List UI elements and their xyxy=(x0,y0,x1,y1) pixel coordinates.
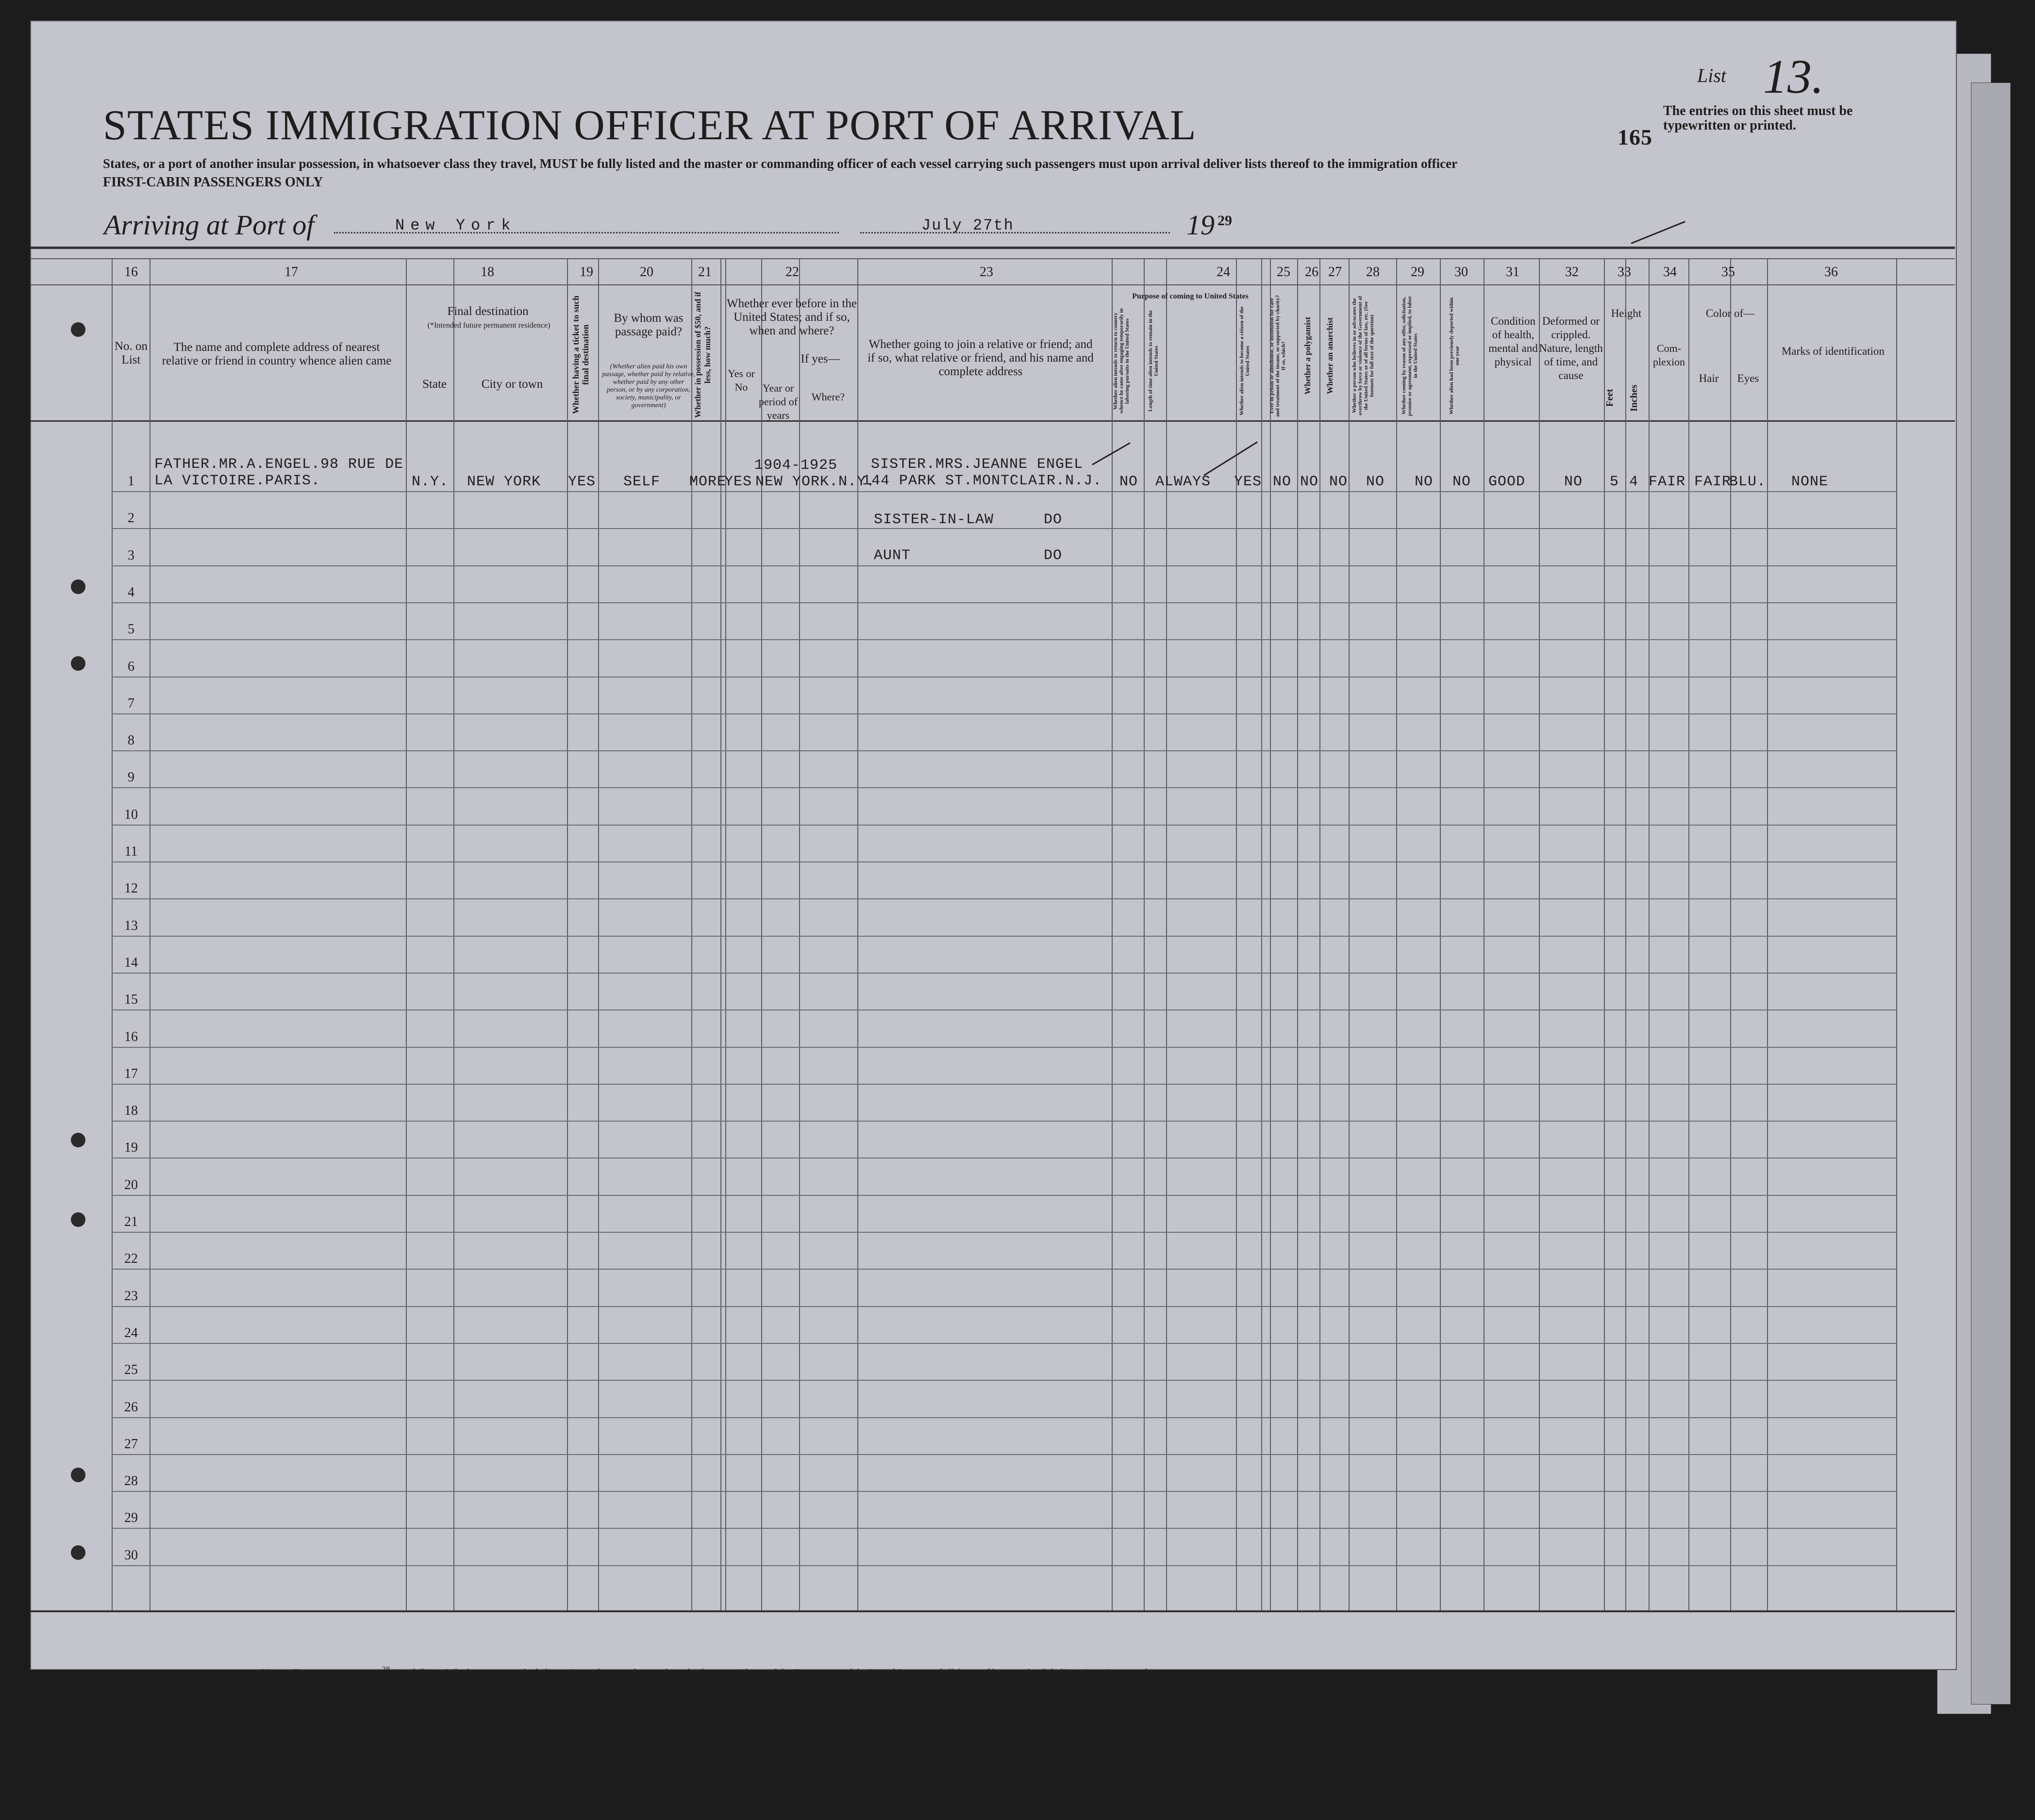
typewritten-instructions: The entries on this sheet must be typewritten or printed. xyxy=(1663,103,1853,133)
header-yes-no: Yes or No xyxy=(728,367,755,393)
row-rule xyxy=(112,750,1896,751)
col-num: 24 xyxy=(1217,265,1230,280)
cell-relative: LA VICTOIRE.PARIS. xyxy=(154,473,321,489)
row-number: 19 xyxy=(124,1140,138,1155)
cell-anarchist: NO xyxy=(1329,474,1348,490)
header-ticket: Whether having a ticket to such final destination xyxy=(571,295,590,414)
header-hair: Hair xyxy=(1699,372,1719,384)
col-num: 27 xyxy=(1328,265,1342,280)
row-number: 22 xyxy=(124,1251,138,1266)
list-label: List xyxy=(1697,65,1727,86)
header-bottom-rule xyxy=(30,420,1955,422)
column-divider xyxy=(1396,259,1397,1610)
header-passage-paid: By whom was passage paid? xyxy=(614,312,684,338)
cell-where: NEW YORK.N.Y. xyxy=(755,474,876,490)
col-num: 18 xyxy=(481,265,494,280)
column-divider xyxy=(1539,259,1540,1610)
row-number: 24 xyxy=(124,1325,138,1340)
row-number: 8 xyxy=(128,733,134,748)
row-number: 5 xyxy=(128,622,134,637)
header-where: Where? xyxy=(811,391,845,403)
list-number: 13. xyxy=(1763,50,1824,103)
col-num: 16 xyxy=(124,265,138,280)
col-num: 35 xyxy=(1721,265,1735,280)
header-anarchist: Whether an anarchist xyxy=(1325,317,1334,395)
column-divider xyxy=(1236,259,1237,1610)
cell-period: 1904-1925 xyxy=(754,457,838,474)
col-num: 33 xyxy=(1618,265,1631,280)
cell-city: NEW YORK xyxy=(467,474,541,490)
cell-ever-before: YES xyxy=(724,474,752,490)
column-number-rule xyxy=(30,284,1955,285)
cell-eyes: BLU. xyxy=(1729,474,1767,490)
column-divider xyxy=(1649,259,1650,1610)
cell-deformed: NO xyxy=(1564,474,1583,490)
col-num: 34 xyxy=(1663,265,1677,280)
row-number: 29 xyxy=(124,1510,138,1525)
row-rule xyxy=(112,861,1896,862)
header-eyes: Eyes xyxy=(1737,372,1759,384)
row-number: 15 xyxy=(124,992,138,1007)
cell-complexion: FAIR xyxy=(1649,474,1686,490)
row-number: 10 xyxy=(124,807,138,822)
arriving-label: Arriving at Port of xyxy=(104,209,315,241)
passenger-class: FIRST-CABIN PASSENGERS ONLY xyxy=(103,175,323,190)
col-num: 22 xyxy=(785,265,799,280)
col-num: 19 xyxy=(580,265,593,280)
form-number: 14—431 xyxy=(1115,1724,1138,1731)
punch-hole xyxy=(71,1212,85,1227)
column-divider xyxy=(1688,259,1689,1610)
header-period: Year or period of years xyxy=(758,382,798,421)
header-city: City or town xyxy=(481,378,543,391)
cell-prison: NO xyxy=(1273,474,1292,490)
row-rule xyxy=(112,787,1896,788)
cell-labor-offer: NO xyxy=(1415,474,1434,490)
header-ever-before: Whether ever before in the United States; and if so, when and where? xyxy=(727,297,857,337)
row-rule xyxy=(112,973,1896,974)
column-divider xyxy=(1604,259,1605,1610)
row-rule xyxy=(112,1232,1896,1233)
row-rule xyxy=(112,1009,1896,1010)
col-num: 31 xyxy=(1506,265,1519,280)
cell-join: SISTER.MRS.JEANNE ENGEL xyxy=(871,456,1084,473)
cell-health: GOOD xyxy=(1488,474,1526,490)
header-color-of: Color of— xyxy=(1705,307,1755,319)
cell-ditto: DO xyxy=(1044,547,1063,564)
row-rule xyxy=(112,1417,1896,1418)
col-num: 20 xyxy=(640,265,653,280)
footnote xyxy=(261,1664,1184,1714)
row-number: 7 xyxy=(128,696,134,711)
header-purpose-citizen: Whether alien intends to become a citizen of the United States xyxy=(1239,306,1251,416)
row-number: 11 xyxy=(124,844,138,859)
column-divider xyxy=(1349,259,1350,1610)
cell-purpose-length: ALWAYS xyxy=(1155,474,1211,490)
header-purpose: Purpose of coming to United States xyxy=(1132,292,1249,300)
row-number: 23 xyxy=(124,1289,138,1304)
column-divider xyxy=(1144,259,1145,1610)
col-num: 25 xyxy=(1277,265,1290,280)
row-number: 25 xyxy=(124,1362,138,1377)
row-number: 1 xyxy=(128,474,134,489)
row-number: 2 xyxy=(128,511,134,526)
column-divider xyxy=(1730,259,1731,1610)
row-rule xyxy=(112,528,1896,529)
header-no-on-list: No. on List xyxy=(114,340,148,366)
row-rule xyxy=(112,565,1896,566)
cell-join: 144 PARK ST.MONTCLAIR.N.J. xyxy=(862,473,1102,489)
year-prefix: 19 xyxy=(1186,209,1215,241)
punch-hole xyxy=(71,322,85,337)
row-number: 6 xyxy=(128,659,134,674)
punch-hole xyxy=(71,1545,85,1560)
cell-join: SISTER-IN-LAW xyxy=(874,512,994,528)
header-purpose-return: Whether alien intends to return to country whence he came after engaging temporarily in laboring pursuits in the United States xyxy=(1113,308,1130,414)
cell-overthrow: NO xyxy=(1366,474,1385,490)
date-value: July 27th xyxy=(921,216,1014,234)
sheet-number: 165 xyxy=(1618,125,1652,149)
column-divider xyxy=(1625,259,1626,1610)
row-rule xyxy=(112,1047,1896,1048)
header-money: Whether in possession of $50, and if less, how much? xyxy=(693,292,712,418)
col-num: 23 xyxy=(980,265,993,280)
header-state: State xyxy=(422,378,447,391)
row-number: 12 xyxy=(124,881,138,896)
row-number: 27 xyxy=(124,1437,138,1452)
underlying-page-edge xyxy=(1971,83,2011,1704)
row-number: 21 xyxy=(124,1214,138,1229)
row-rule xyxy=(112,1491,1896,1492)
column-divider xyxy=(1767,259,1768,1610)
row-rule xyxy=(112,1528,1896,1529)
header-purpose-length: Length of time alien intends to remain in the United States xyxy=(1148,310,1159,412)
date-dotline xyxy=(860,232,1170,233)
header-rule-thin xyxy=(30,258,1955,259)
column-divider xyxy=(725,259,726,1610)
punch-hole xyxy=(71,579,85,594)
year-suffix: 29 xyxy=(1218,213,1232,229)
page-title: STATES IMMIGRATION OFFICER AT PORT OF ARRIVAL xyxy=(103,102,1197,149)
col-num: 17 xyxy=(284,265,298,280)
header-rule xyxy=(30,247,1955,249)
row-number: 14 xyxy=(124,955,138,970)
column-divider xyxy=(1484,259,1485,1610)
header-join: Whether going to join a relative or friend; and if so, what relative or friend, and his name and complete address xyxy=(867,338,1094,378)
column-divider xyxy=(453,259,454,1610)
row-rule xyxy=(112,677,1896,678)
table-bottom-rule xyxy=(30,1610,1955,1612)
row-number: 20 xyxy=(124,1177,138,1192)
row-number: 26 xyxy=(124,1400,138,1415)
col-num: 36 xyxy=(1824,265,1838,280)
column-divider xyxy=(567,259,568,1610)
row-rule xyxy=(112,936,1896,937)
cell-polygamist: NO xyxy=(1300,474,1319,490)
column-divider xyxy=(1896,259,1897,1610)
cell-state: N.Y. xyxy=(412,474,449,490)
header-passage-paid-note: (Whether alien paid his own passage, whether paid by relative, whether paid by any other person, or by any corporation, society, municipality, or government) xyxy=(602,363,695,409)
cell-ticket: YES xyxy=(568,474,596,490)
col-num: 30 xyxy=(1454,265,1468,280)
row-rule xyxy=(112,1084,1896,1085)
column-divider xyxy=(1166,259,1167,1610)
header-height: Height xyxy=(1611,307,1642,319)
cell-ditto: DO xyxy=(1044,512,1063,528)
punch-hole xyxy=(71,1468,85,1482)
column-divider xyxy=(857,259,858,1610)
header-relative: The name and complete address of nearest relative or friend in country whence alien came xyxy=(162,341,392,367)
row-number: 13 xyxy=(124,918,138,933)
row-rule xyxy=(112,825,1896,826)
row-rule xyxy=(112,1269,1896,1270)
col-num: 32 xyxy=(1565,265,1579,280)
row-rule xyxy=(112,898,1896,899)
row-rule xyxy=(112,1380,1896,1381)
header-inches: Inches xyxy=(1629,384,1639,412)
cell-feet: 5 xyxy=(1610,474,1619,490)
cell-inches: 4 xyxy=(1629,474,1639,490)
port-value: New York xyxy=(395,216,517,234)
column-divider xyxy=(720,259,721,1610)
header-if-yes: If yes— xyxy=(801,352,840,365)
header-deformed: Deformed or crippled. Nature, length of time, and cause xyxy=(1539,315,1603,381)
row-rule xyxy=(112,491,1896,492)
row-rule xyxy=(112,1121,1896,1122)
cell-purpose-return: NO xyxy=(1119,474,1138,490)
row-rule xyxy=(112,639,1896,640)
header-prison: Ever in prison or almshouse, or institution for care and treatment of the insane, or supported by charity? If so, which? xyxy=(1269,295,1286,417)
row-rule xyxy=(112,1565,1896,1566)
row-rule xyxy=(112,1454,1896,1455)
column-divider xyxy=(1112,259,1113,1610)
row-rule xyxy=(112,1306,1896,1307)
header-final-destination: Final destination xyxy=(447,305,529,318)
row-number: 3 xyxy=(128,548,134,563)
col-num: 28 xyxy=(1366,265,1380,280)
col-num: 26 xyxy=(1305,265,1318,280)
footnote-lead: Note.—Full text of question xyxy=(261,1667,380,1678)
row-number: 28 xyxy=(124,1473,138,1489)
col-num: 21 xyxy=(698,265,712,280)
row-number: 4 xyxy=(128,585,134,600)
cell-join: AUNT xyxy=(874,547,911,564)
header-polygamist: Whether a polygamist xyxy=(1303,316,1312,395)
row-number: 18 xyxy=(124,1103,138,1118)
header-deported: Whether alien had been previously deported within one year xyxy=(1449,297,1460,414)
cell-relative: FATHER.MR.A.ENGEL.98 RUE DE xyxy=(154,456,404,473)
column-divider xyxy=(691,259,692,1610)
cell-money: MORE xyxy=(689,474,727,490)
form-subtitle: States, or a port of another insular possession, in whatsoever class they travel, MUST be fully listed and the master or commanding officer of each vessel carrying such passengers must upon arrival deliver lists thereof to the immigration officer xyxy=(103,156,1458,171)
punch-hole xyxy=(71,656,85,671)
row-rule xyxy=(112,602,1896,603)
header-health: Condition of health, mental and physical xyxy=(1488,315,1538,368)
row-rule xyxy=(112,1343,1896,1344)
cell-hair: FAIR xyxy=(1694,474,1732,490)
header-overthrow: Whether a person who believes in or advocates the overthrow by force or violence of the Government of the United States or of all forms of law, etc. (See footnote for full text of the question) xyxy=(1351,296,1375,416)
row-number: 17 xyxy=(124,1066,138,1081)
header-marks: Marks of identification xyxy=(1781,345,1885,357)
row-number: 16 xyxy=(124,1029,138,1044)
footnote-text: is as follows: Whether a person who believes in or advocates the overthrow by force or violence of the Government of the United States or of all forms of law, or who disbelieves in or is opposed to organized government, or who advocates the assassination of public officials, or who advocates or teaches the unlawful destruction of property, or is a member of or affiliated with any organization entertaining and teaching disbelief in or opposition to organized government or which teaches the unlawful destruction of property, or who advocates or teaches the duty, necessity, or propriety of the unlawful assaulting or killing of any officer or officers, either of specific individuals or of officers generally, of the Government of the United States or of any other organized government because of his or their official character. xyxy=(261,1667,1181,1713)
cell-passage-paid: SELF xyxy=(623,474,661,490)
row-number: 30 xyxy=(124,1548,138,1563)
cell-deported: NO xyxy=(1452,474,1471,490)
header-complexion: Com-plexion xyxy=(1653,342,1685,368)
punch-hole xyxy=(71,1133,85,1147)
row-number: 9 xyxy=(128,770,134,785)
cell-marks: NONE xyxy=(1791,474,1829,490)
row-rule xyxy=(112,1195,1896,1196)
header-final-destination-note: (*Intended future permanent residence) xyxy=(427,321,550,330)
header-feet: Feet xyxy=(1604,389,1615,407)
col-num: 29 xyxy=(1411,265,1424,280)
footnote-question-number: 28 xyxy=(382,1665,390,1674)
column-divider xyxy=(1297,259,1298,1610)
column-divider xyxy=(1261,259,1262,1610)
column-divider xyxy=(598,259,599,1610)
row-rule xyxy=(112,713,1896,714)
column-divider xyxy=(406,259,407,1610)
column-divider xyxy=(1319,259,1320,1610)
column-divider xyxy=(1270,259,1271,1610)
header-labor-offer: Whether coming by reason of any offer, solicitation, promise or agreement, expressed or implied, to labor in the United States xyxy=(1401,296,1418,416)
column-divider xyxy=(1440,259,1441,1610)
cell-purpose-citizen: YES xyxy=(1234,474,1262,490)
